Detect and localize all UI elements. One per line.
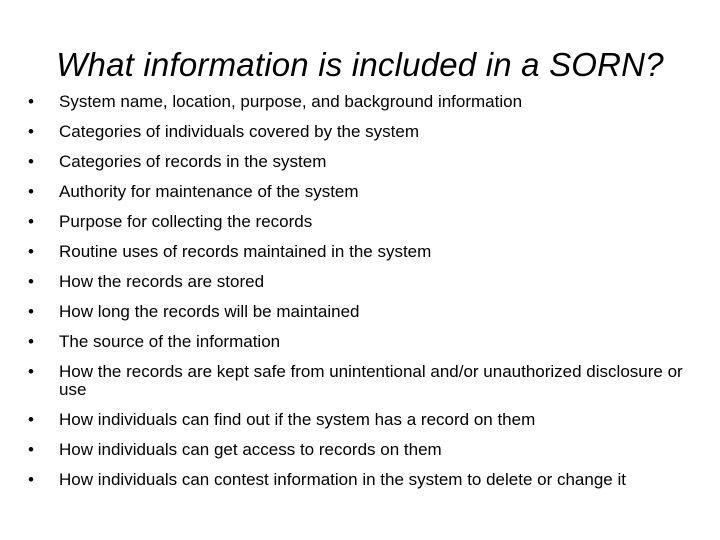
bullet-icon: • — [28, 470, 34, 489]
list-item — [28, 208, 698, 238]
list-item — [28, 148, 698, 178]
list-item-text: How long the records will be maintained — [59, 302, 360, 321]
bullet-icon: • — [28, 122, 34, 141]
list-item-text: System name, location, purpose, and background information — [59, 92, 523, 111]
list-item — [28, 178, 698, 208]
list-item — [28, 118, 698, 148]
list-item — [28, 238, 698, 268]
list-item-text: How the records are stored — [59, 272, 265, 291]
list-item — [28, 466, 698, 496]
bullet-icon: • — [28, 92, 34, 111]
list-item-text: Purpose for collecting the records — [59, 212, 313, 231]
bullet-icon: • — [28, 242, 34, 261]
list-item — [28, 328, 698, 358]
bullet-icon: • — [28, 410, 34, 429]
bullet-icon: • — [28, 332, 34, 351]
list-item — [28, 406, 698, 436]
bullet-icon: • — [28, 212, 34, 231]
slide-title: What information is included in a SORN? — [56, 46, 664, 84]
bullet-icon: • — [28, 440, 34, 459]
list-item-text: Categories of individuals covered by the system — [59, 122, 420, 141]
list-item-text: Routine uses of records maintained in the system — [59, 242, 432, 261]
list-item-text: How the records are kept safe from unintentional and/or unauthorized disclosure or use — [59, 362, 683, 399]
bullet-icon: • — [28, 302, 34, 321]
bullet-icon: • — [28, 362, 34, 381]
list-item-text: How individuals can find out if the system has a record on them — [59, 410, 536, 429]
list-item — [28, 358, 698, 406]
bullet-icon: • — [28, 272, 34, 291]
bullet-list — [28, 88, 698, 496]
list-item-text: Authority for maintenance of the system — [59, 182, 359, 201]
list-item-text: The source of the information — [59, 332, 281, 351]
list-item-text: How individuals can contest information in the system to delete or change it — [59, 470, 626, 489]
list-item-text: How individuals can get access to records on them — [59, 440, 442, 459]
list-item — [28, 436, 698, 466]
bullet-icon: • — [28, 182, 34, 201]
list-item-text: Categories of records in the system — [59, 152, 327, 171]
list-item — [28, 268, 698, 298]
bullet-icon: • — [28, 152, 34, 171]
list-item — [28, 88, 698, 118]
list-item — [28, 298, 698, 328]
